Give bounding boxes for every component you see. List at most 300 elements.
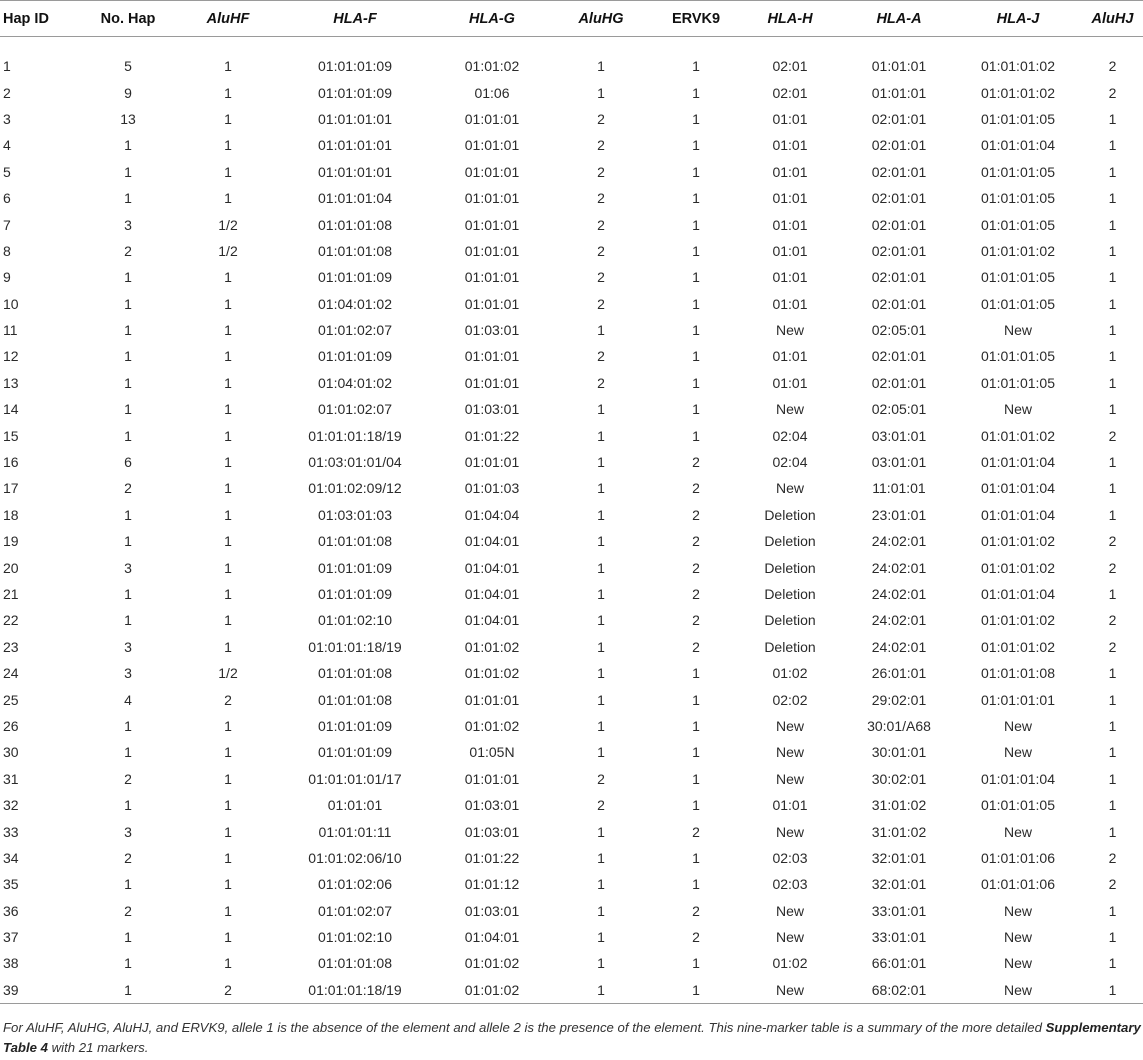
cell-hla-f: 01:01:02:07 bbox=[318, 322, 392, 339]
cell-aluhg: 2 bbox=[597, 374, 605, 391]
col-header-hla-g: HLA-G bbox=[438, 1, 546, 37]
cell-no-hap: 1 bbox=[124, 955, 132, 972]
cell-aluhf: 1/2 bbox=[218, 216, 238, 233]
cell-hla-h: 02:03 bbox=[772, 876, 808, 893]
cell-aluhj: 1 bbox=[1108, 770, 1117, 787]
cell-hla-a: 68:02:01 bbox=[844, 977, 954, 1004]
cell-ervk9: 2 bbox=[692, 559, 700, 576]
cell-aluhj: 1 bbox=[1108, 110, 1117, 127]
table-row bbox=[0, 185, 1143, 211]
table-row bbox=[0, 264, 1143, 290]
cell-hap-id: 38 bbox=[3, 955, 19, 972]
cell-hap-id: 24 bbox=[3, 665, 19, 682]
cell-hla-a: 30:01/A68 bbox=[867, 717, 931, 734]
cell-hla-g: 01:01:02 bbox=[464, 665, 520, 682]
cell-hap-id: 30 bbox=[3, 744, 19, 761]
cell-hla-a: 23:01:01 bbox=[871, 506, 927, 523]
cell-hla-h: Deletion bbox=[764, 586, 816, 602]
cell-ervk9: 1 bbox=[692, 295, 700, 312]
table-row bbox=[0, 343, 1143, 369]
cell-aluhf: 2 bbox=[184, 977, 272, 1004]
cell-hla-j: 01:01:01:02 bbox=[981, 242, 1055, 259]
col-header-hla-a: HLA-A bbox=[844, 1, 954, 37]
table-row bbox=[0, 79, 1143, 105]
cell-ervk9: 1 bbox=[692, 137, 700, 154]
cell-no-hap: 1 bbox=[72, 977, 184, 1004]
cell-no-hap: 13 bbox=[120, 110, 136, 127]
cell-hla-g: 01:01:01 bbox=[464, 691, 520, 708]
cell-hap-id: 33 bbox=[3, 823, 19, 840]
cell-hla-a: 33:01:01 bbox=[871, 929, 927, 946]
cell-aluhg: 1 bbox=[597, 322, 605, 339]
cell-aluhj: 1 bbox=[1108, 586, 1117, 602]
cell-no-hap: 3 bbox=[124, 559, 132, 576]
cell-hla-a: 02:01:01 bbox=[871, 137, 927, 154]
cell-hla-a: 32:01:01 bbox=[871, 876, 927, 893]
cell-hla-j: 01:01:01:02 bbox=[981, 427, 1055, 444]
cell-hla-g: 01:04:01 bbox=[464, 929, 520, 946]
cell-aluhf: 1/2 bbox=[218, 242, 238, 259]
cell-aluhf: 1 bbox=[224, 744, 232, 761]
cell-hla-h: New bbox=[775, 480, 804, 497]
cell-hla-j: New bbox=[1003, 322, 1032, 339]
cell-aluhf: 1 bbox=[224, 84, 232, 101]
cell-hap-id: 5 bbox=[3, 163, 11, 180]
cell-hap-id: 15 bbox=[3, 427, 19, 444]
cell-hla-a: 11:01:01 bbox=[872, 480, 926, 497]
cell-hap-id: 4 bbox=[3, 137, 11, 154]
table-row bbox=[0, 132, 1143, 158]
cell-hla-h: 01:01 bbox=[772, 190, 808, 207]
cell-hla-j: 01:01:01:02 bbox=[981, 559, 1055, 576]
cell-aluhf: 1 bbox=[224, 955, 232, 972]
cell-hla-f: 01:01:01:04 bbox=[318, 190, 392, 207]
cell-aluhf: 1 bbox=[224, 454, 232, 471]
cell-hla-a: 26:01:01 bbox=[871, 665, 927, 682]
cell-hla-g: 01:06 bbox=[474, 84, 510, 101]
cell-aluhf: 2 bbox=[224, 691, 232, 708]
cell-hla-g: 01:01:01 bbox=[464, 190, 520, 207]
table-row bbox=[0, 634, 1143, 660]
cell-no-hap: 2 bbox=[124, 242, 132, 259]
table-row bbox=[0, 977, 1143, 1004]
cell-hla-a: 02:01:01 bbox=[871, 110, 927, 127]
cell-hap-id: 20 bbox=[3, 559, 19, 576]
cell-hap-id: 14 bbox=[3, 401, 19, 418]
cell-ervk9: 1 bbox=[692, 665, 700, 682]
table-row bbox=[0, 449, 1143, 475]
cell-hap-id: 17 bbox=[3, 480, 19, 497]
cell-ervk9: 1 bbox=[692, 717, 700, 734]
cell-hla-h: Deletion bbox=[764, 559, 816, 576]
cell-hla-g: 01:04:01 bbox=[464, 533, 520, 550]
cell-hla-j: 01:01:01:04 bbox=[981, 506, 1055, 523]
table-row bbox=[0, 396, 1143, 422]
cell-aluhf: 1 bbox=[224, 876, 232, 893]
cell-aluhf: 1 bbox=[224, 533, 232, 550]
cell-no-hap: 3 bbox=[124, 665, 132, 682]
col-header-hla-h: HLA-H bbox=[736, 1, 844, 37]
cell-hla-g: 01:05N bbox=[469, 744, 515, 761]
cell-hap-id: 13 bbox=[3, 374, 19, 391]
cell-hla-j: 01:01:01:04 bbox=[981, 770, 1055, 787]
cell-aluhj: 2 bbox=[1108, 427, 1117, 444]
cell-hla-f: 01:01:02:06/10 bbox=[308, 849, 402, 866]
cell-aluhf: 1 bbox=[224, 797, 232, 814]
table-row bbox=[0, 660, 1143, 686]
cell-aluhg: 2 bbox=[597, 190, 605, 207]
cell-hla-h: 01:01 bbox=[772, 295, 808, 312]
cell-hla-g: 01:01:01 bbox=[464, 269, 520, 286]
table-row bbox=[0, 317, 1143, 343]
cell-hla-g: 01:01:01 bbox=[464, 163, 520, 180]
cell-hla-g: 01:01:02 bbox=[438, 977, 546, 1004]
cell-aluhj: 1 bbox=[1108, 269, 1117, 286]
table-row bbox=[0, 871, 1143, 897]
cell-aluhj: 1 bbox=[1108, 348, 1117, 365]
cell-aluhj: 1 bbox=[1108, 454, 1117, 471]
cell-hla-h: 01:01 bbox=[772, 374, 808, 391]
cell-hla-f: 01:01:01:09 bbox=[318, 586, 392, 602]
cell-hla-g: 01:03:01 bbox=[464, 902, 520, 919]
cell-aluhf: 1 bbox=[224, 295, 232, 312]
cell-ervk9: 2 bbox=[692, 638, 700, 655]
cell-hla-f: 01:01:01:01 bbox=[318, 163, 392, 180]
cell-hla-h: Deletion bbox=[764, 533, 816, 550]
cell-no-hap: 1 bbox=[124, 586, 132, 602]
table-row bbox=[0, 845, 1143, 871]
cell-aluhg: 1 bbox=[597, 955, 605, 972]
cell-hla-a: 31:01:02 bbox=[871, 797, 927, 814]
cell-no-hap: 1 bbox=[124, 322, 132, 339]
cell-aluhf: 1 bbox=[224, 58, 232, 75]
cell-aluhj: 1 bbox=[1108, 744, 1117, 761]
table-body bbox=[0, 37, 1143, 1004]
cell-ervk9: 1 bbox=[692, 374, 700, 391]
cell-hla-a: 24:02:01 bbox=[871, 586, 927, 602]
cell-hla-j: 01:01:01:05 bbox=[981, 190, 1055, 207]
cell-aluhg: 2 bbox=[597, 110, 605, 127]
cell-hla-f: 01:01:01:18/19 bbox=[308, 638, 402, 655]
cell-aluhf: 1 bbox=[224, 929, 232, 946]
cell-no-hap: 1 bbox=[124, 269, 132, 286]
cell-ervk9: 1 bbox=[692, 744, 700, 761]
cell-hla-j: 01:01:01:05 bbox=[981, 110, 1055, 127]
cell-hla-j: 01:01:01:05 bbox=[981, 295, 1055, 312]
cell-hla-j: 01:01:01:02 bbox=[981, 58, 1055, 75]
cell-hla-g: 01:03:01 bbox=[464, 823, 520, 840]
cell-aluhj: 1 bbox=[1108, 480, 1117, 497]
cell-aluhj: 1 bbox=[1108, 137, 1117, 154]
table-footnote bbox=[3, 1018, 1141, 1058]
cell-aluhj: 1 bbox=[1108, 691, 1117, 708]
cell-hla-a: 01:01:01 bbox=[871, 58, 927, 75]
cell-ervk9: 2 bbox=[692, 454, 700, 471]
cell-hla-f: 01:01:01:09 bbox=[318, 717, 392, 734]
cell-hap-id: 39 bbox=[0, 977, 72, 1004]
cell-aluhf: 1/2 bbox=[218, 665, 238, 682]
cell-ervk9: 1 bbox=[692, 110, 700, 127]
cell-hla-h: 02:01 bbox=[772, 84, 808, 101]
cell-hla-g: 01:01:01 bbox=[464, 770, 520, 787]
table-row bbox=[0, 291, 1143, 317]
table-row bbox=[0, 528, 1143, 554]
cell-aluhg: 1 bbox=[597, 717, 605, 734]
cell-aluhf: 1 bbox=[224, 322, 232, 339]
cell-aluhf: 1 bbox=[224, 823, 232, 840]
cell-ervk9: 1 bbox=[692, 163, 700, 180]
cell-ervk9: 1 bbox=[692, 269, 700, 286]
cell-ervk9: 2 bbox=[692, 929, 700, 946]
cell-hla-j: 01:01:01:08 bbox=[981, 665, 1055, 682]
cell-aluhj: 2 bbox=[1108, 849, 1117, 866]
cell-hla-j: 01:01:01:05 bbox=[981, 797, 1055, 814]
cell-hla-f: 01:03:01:03 bbox=[318, 506, 392, 523]
cell-aluhg: 1 bbox=[597, 638, 605, 655]
cell-hla-f: 01:01:01:08 bbox=[318, 533, 392, 550]
cell-ervk9: 1 bbox=[692, 691, 700, 708]
cell-ervk9: 1 bbox=[692, 58, 700, 75]
cell-hap-id: 22 bbox=[3, 612, 19, 629]
cell-no-hap: 3 bbox=[124, 216, 132, 233]
cell-hla-g: 01:01:01 bbox=[464, 242, 520, 259]
cell-hap-id: 9 bbox=[3, 269, 11, 286]
cell-hla-f: 01:04:01:02 bbox=[318, 295, 392, 312]
cell-hla-h: 01:01 bbox=[772, 216, 808, 233]
cell-no-hap: 1 bbox=[124, 163, 132, 180]
cell-aluhf: 1 bbox=[224, 401, 232, 418]
cell-ervk9: 1 bbox=[692, 190, 700, 207]
cell-aluhg: 1 bbox=[597, 533, 605, 550]
cell-hla-h: 01:01 bbox=[772, 163, 808, 180]
cell-hla-a: 24:02:01 bbox=[871, 612, 927, 629]
cell-ervk9: 2 bbox=[692, 823, 700, 840]
cell-aluhf: 1 bbox=[224, 163, 232, 180]
cell-no-hap: 1 bbox=[124, 717, 132, 734]
cell-aluhf: 1 bbox=[224, 770, 232, 787]
table-row bbox=[0, 713, 1143, 739]
cell-aluhg: 1 bbox=[597, 506, 605, 523]
cell-aluhg: 1 bbox=[597, 427, 605, 444]
cell-hla-a: 30:01:01 bbox=[871, 744, 927, 761]
cell-hla-a: 30:02:01 bbox=[871, 770, 927, 787]
footnote-text-end: with 21 markers. bbox=[47, 1040, 149, 1055]
cell-no-hap: 1 bbox=[124, 374, 132, 391]
cell-hap-id: 37 bbox=[3, 929, 19, 946]
cell-hla-f: 01:01:01:08 bbox=[318, 691, 392, 708]
cell-hla-f: 01:01:01:09 bbox=[318, 348, 392, 365]
col-header-aluhg: AluHG bbox=[546, 1, 656, 37]
table-row bbox=[0, 898, 1143, 924]
col-header-aluhf: AluHF bbox=[184, 1, 272, 37]
cell-hla-f: 01:01:02:10 bbox=[318, 929, 392, 946]
cell-aluhg: 1 bbox=[597, 823, 605, 840]
cell-ervk9: 1 bbox=[692, 348, 700, 365]
cell-aluhg: 1 bbox=[597, 84, 605, 101]
cell-hla-f: 01:01:01:01/17 bbox=[308, 770, 402, 787]
cell-aluhg: 2 bbox=[597, 242, 605, 259]
cell-hla-a: 32:01:01 bbox=[871, 849, 927, 866]
cell-hla-h: 01:02 bbox=[772, 955, 808, 972]
cell-hap-id: 3 bbox=[3, 110, 11, 127]
cell-hla-j: New bbox=[1003, 401, 1032, 418]
cell-aluhj: 1 bbox=[1108, 823, 1117, 840]
cell-hla-h: New bbox=[736, 977, 844, 1004]
cell-aluhj: 1 bbox=[1108, 717, 1117, 734]
cell-hap-id: 35 bbox=[3, 876, 19, 893]
cell-no-hap: 1 bbox=[124, 401, 132, 418]
cell-hap-id: 34 bbox=[3, 849, 19, 866]
spacer-row bbox=[0, 37, 1143, 54]
table-row bbox=[0, 554, 1143, 580]
cell-aluhf: 1 bbox=[224, 586, 232, 602]
cell-hla-g: 01:03:01 bbox=[464, 797, 520, 814]
cell-aluhj: 2 bbox=[1108, 638, 1117, 655]
cell-aluhj: 1 bbox=[1108, 216, 1117, 233]
cell-no-hap: 5 bbox=[124, 58, 132, 75]
cell-no-hap: 1 bbox=[124, 533, 132, 550]
cell-aluhj: 2 bbox=[1108, 559, 1117, 576]
cell-hla-a: 02:05:01 bbox=[871, 401, 927, 418]
cell-hla-h: New bbox=[775, 823, 804, 840]
cell-no-hap: 1 bbox=[124, 876, 132, 893]
cell-hla-j: New bbox=[1003, 929, 1032, 946]
cell-hla-f: 01:01:01:08 bbox=[318, 665, 392, 682]
cell-no-hap: 1 bbox=[124, 348, 132, 365]
cell-aluhf: 1 bbox=[224, 348, 232, 365]
cell-hla-j: 01:01:01:05 bbox=[981, 163, 1055, 180]
cell-hla-g: 01:03:01 bbox=[464, 401, 520, 418]
cell-no-hap: 9 bbox=[124, 84, 132, 101]
cell-aluhg: 1 bbox=[597, 58, 605, 75]
cell-hla-h: 01:01 bbox=[772, 242, 808, 259]
cell-aluhg: 2 bbox=[597, 797, 605, 814]
cell-hla-j: 01:01:01:05 bbox=[981, 348, 1055, 365]
cell-aluhj: 1 bbox=[1108, 401, 1117, 418]
col-header-ervk9: ERVK9 bbox=[656, 1, 736, 37]
cell-hla-a: 24:02:01 bbox=[871, 559, 927, 576]
cell-hla-a: 02:01:01 bbox=[871, 269, 927, 286]
cell-hla-j: New bbox=[1003, 717, 1032, 734]
cell-hla-j: New bbox=[1003, 744, 1032, 761]
cell-hap-id: 7 bbox=[3, 216, 11, 233]
cell-hap-id: 8 bbox=[3, 242, 11, 259]
cell-no-hap: 1 bbox=[124, 612, 132, 629]
table-row bbox=[0, 370, 1143, 396]
cell-hla-h: New bbox=[775, 322, 804, 339]
cell-hla-g: 01:01:01 bbox=[464, 216, 520, 233]
cell-hla-f: 01:01:02:06 bbox=[318, 876, 392, 893]
cell-no-hap: 1 bbox=[124, 190, 132, 207]
table-row bbox=[0, 211, 1143, 237]
cell-aluhg: 1 bbox=[597, 454, 605, 471]
cell-hla-a: 03:01:01 bbox=[871, 454, 927, 471]
cell-aluhg: 1 bbox=[597, 876, 605, 893]
cell-hla-j: New bbox=[1003, 902, 1032, 919]
cell-hap-id: 25 bbox=[3, 691, 19, 708]
cell-aluhf: 1 bbox=[224, 612, 232, 629]
cell-hla-a: 33:01:01 bbox=[871, 902, 927, 919]
cell-aluhj: 2 bbox=[1108, 58, 1117, 75]
cell-hla-j: 01:01:01:02 bbox=[981, 638, 1055, 655]
cell-hap-id: 18 bbox=[3, 506, 19, 523]
cell-ervk9: 1 bbox=[656, 977, 736, 1004]
table-row bbox=[0, 950, 1143, 976]
cell-ervk9: 1 bbox=[692, 427, 700, 444]
cell-hla-g: 01:01:12 bbox=[464, 876, 520, 893]
table-row bbox=[0, 818, 1143, 844]
cell-hla-g: 01:01:03 bbox=[464, 480, 520, 497]
table-row bbox=[0, 766, 1143, 792]
cell-hla-f: 01:01:02:09/12 bbox=[308, 480, 402, 497]
cell-aluhf: 1 bbox=[224, 110, 232, 127]
cell-hla-a: 02:01:01 bbox=[871, 295, 927, 312]
cell-hla-f: 01:01:01:08 bbox=[318, 242, 392, 259]
cell-hla-a: 02:01:01 bbox=[871, 190, 927, 207]
cell-aluhg: 1 bbox=[597, 929, 605, 946]
cell-aluhg: 1 bbox=[597, 691, 605, 708]
cell-hla-f: 01:01:01:09 bbox=[318, 744, 392, 761]
cell-hla-h: Deletion bbox=[764, 612, 816, 629]
cell-hla-a: 29:02:01 bbox=[871, 691, 927, 708]
cell-hla-h: Deletion bbox=[764, 638, 816, 655]
cell-no-hap: 1 bbox=[124, 744, 132, 761]
cell-hla-h: 01:01 bbox=[772, 269, 808, 286]
cell-hap-id: 36 bbox=[3, 902, 19, 919]
cell-no-hap: 3 bbox=[124, 823, 132, 840]
cell-aluhg: 1 bbox=[597, 559, 605, 576]
cell-hla-a: 02:05:01 bbox=[871, 322, 927, 339]
cell-hap-id: 32 bbox=[3, 797, 19, 814]
table-row bbox=[0, 739, 1143, 765]
cell-aluhg: 1 bbox=[597, 665, 605, 682]
table-row bbox=[0, 106, 1143, 132]
cell-hla-h: 01:01 bbox=[772, 110, 808, 127]
cell-hla-j: 01:01:01:02 bbox=[981, 84, 1055, 101]
cell-hla-g: 01:01:22 bbox=[464, 427, 520, 444]
cell-hap-id: 2 bbox=[3, 84, 11, 101]
cell-no-hap: 3 bbox=[124, 638, 132, 655]
cell-hla-a: 24:02:01 bbox=[871, 638, 927, 655]
cell-hla-a: 02:01:01 bbox=[871, 374, 927, 391]
cell-no-hap: 1 bbox=[124, 137, 132, 154]
cell-hla-h: New bbox=[775, 929, 804, 946]
cell-aluhf: 1 bbox=[224, 902, 232, 919]
cell-aluhg: 1 bbox=[597, 586, 605, 602]
cell-hla-j: 01:01:01:05 bbox=[981, 216, 1055, 233]
footnote-text: For AluHF, AluHG, AluHJ, and ERVK9, allele 1 is the absence of the element and allele 2 is the presence of the element. This nine-marker table is a summary of the more detailed bbox=[3, 1020, 1046, 1035]
cell-aluhj: 1 bbox=[1108, 322, 1117, 339]
cell-hla-j: 01:01:01:01 bbox=[981, 691, 1055, 708]
cell-hap-id: 1 bbox=[3, 58, 11, 75]
cell-aluhg: 1 bbox=[597, 612, 605, 629]
cell-hla-h: 01:01 bbox=[772, 137, 808, 154]
cell-hla-f: 01:01:01:09 bbox=[318, 58, 392, 75]
cell-aluhf: 1 bbox=[224, 559, 232, 576]
cell-aluhj: 1 bbox=[1108, 955, 1117, 972]
cell-hap-id: 26 bbox=[3, 717, 19, 734]
cell-hla-a: 02:01:01 bbox=[871, 348, 927, 365]
cell-no-hap: 2 bbox=[124, 849, 132, 866]
cell-hla-j: 01:01:01:04 bbox=[981, 137, 1055, 154]
table-row bbox=[0, 238, 1143, 264]
footnote-supplementary-ref: Supplementary Table 4 bbox=[3, 1020, 1141, 1055]
table-row bbox=[0, 686, 1143, 712]
cell-hla-j: 01:01:01:06 bbox=[981, 876, 1055, 893]
cell-ervk9: 2 bbox=[692, 612, 700, 629]
cell-hla-f: 01:03:01:01/04 bbox=[308, 454, 402, 471]
cell-aluhj: 1 bbox=[1108, 506, 1117, 523]
